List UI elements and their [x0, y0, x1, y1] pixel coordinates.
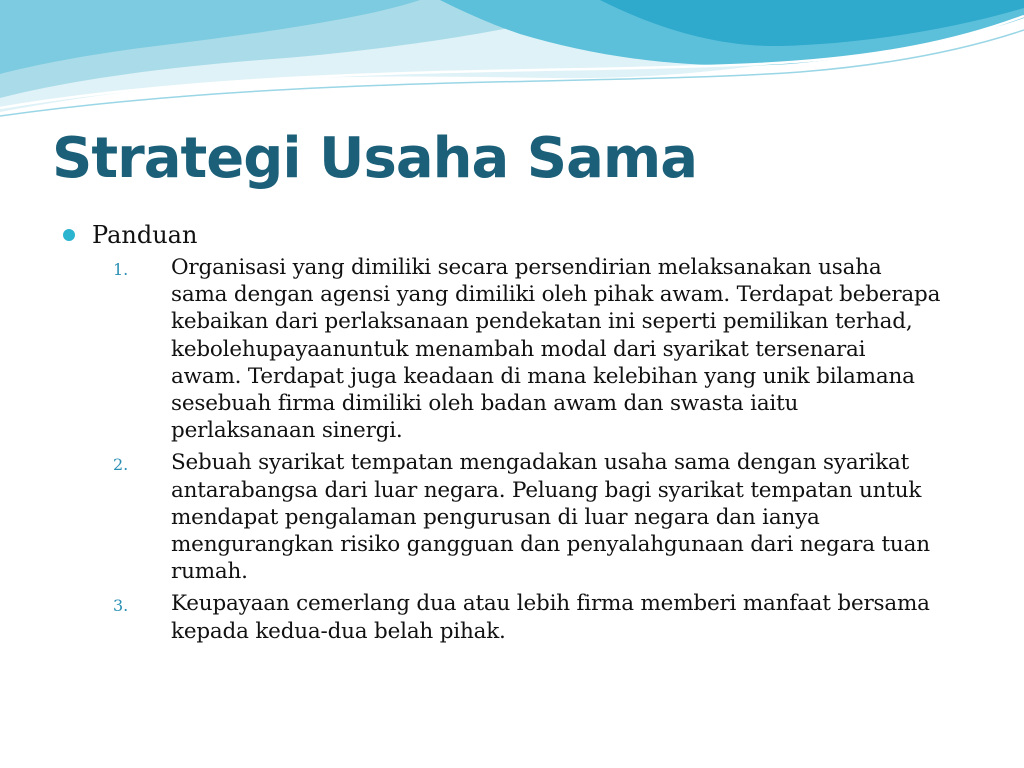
list-item: [60, 449, 960, 585]
list-item: [60, 254, 960, 444]
bullet-dot-icon: [63, 229, 75, 241]
list-item-number: 3.: [113, 596, 129, 616]
list-item-text: Organisasi yang dimiliki secara persendirian melaksanakan usaha sama dengan agensi yang dimiliki oleh pihak awam. Terdapat beberapa kebaikan dari perlaksanaan pendekatan ini seperti pemilikan terhad, kebolehupayaanuntuk menambah modal dari syarikat tersenarai awam. Terdapat juga keadaan di mana kelebihan yang unik bilamana sesebuah firma dimiliki oleh badan awam dan swasta iaitu perlaksanaan sinergi.: [171, 255, 941, 444]
list-item-number: 2.: [113, 455, 129, 475]
bullet-item: [60, 218, 960, 252]
list-item-text: Sebuah syarikat tempatan mengadakan usaha sama dengan syarikat antarabangsa dari luar negara. Peluang bagi syarikat tempatan untuk mendapat pengalaman pengurusan di luar negara dan ianya mengurangkan risiko gangguan dan penyalahgunaan dari negara tuan rumah.: [171, 450, 930, 585]
bullet-label: Panduan: [92, 221, 198, 249]
header-wave-decoration: [0, 0, 1024, 120]
list-item-number: 1.: [113, 260, 129, 279]
slide-content: [60, 218, 960, 650]
list-item-text: Keupayaan cemerlang dua atau lebih firma memberi manfaat bersama kepada kedua-dua belah pihak.: [171, 591, 930, 644]
page-title: Strategi Usaha Sama: [52, 126, 698, 191]
list-item: [60, 590, 960, 644]
numbered-list: [60, 254, 960, 645]
